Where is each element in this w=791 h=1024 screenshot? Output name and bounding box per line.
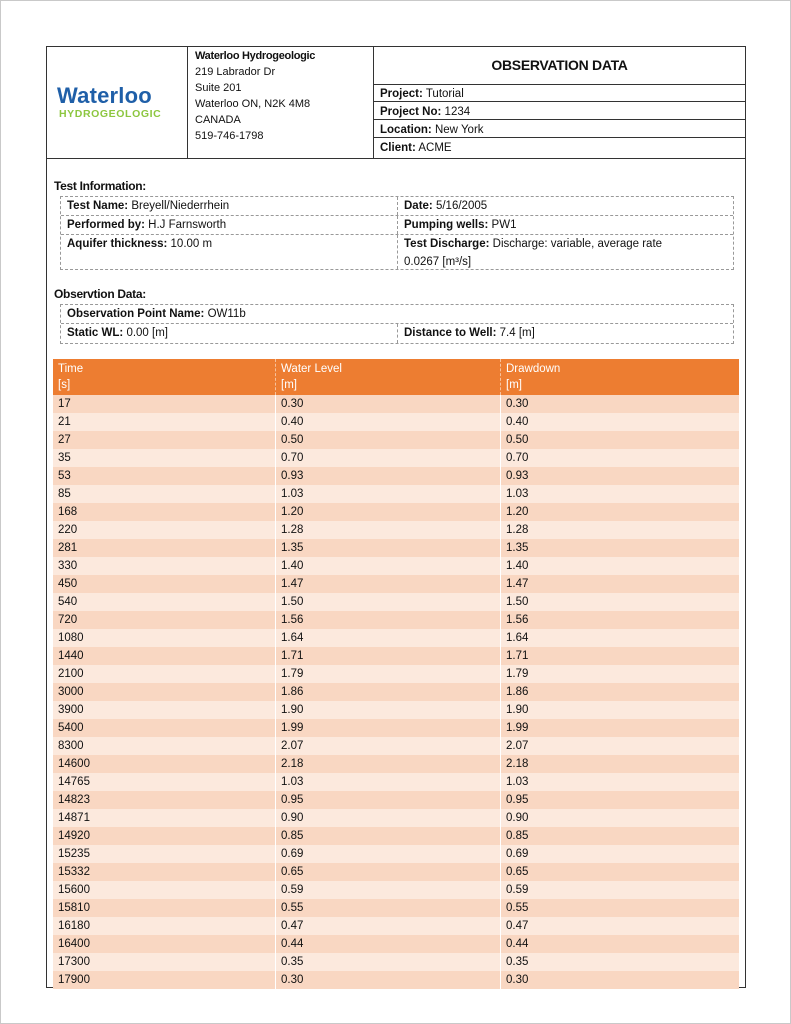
drawdown-cell: 1.50 (500, 593, 739, 611)
table-row (53, 431, 739, 449)
test-info-row (61, 235, 733, 269)
water-level-cell: 1.28 (275, 521, 500, 539)
point-name-cell (61, 305, 733, 323)
table-row (53, 971, 739, 989)
table-row (53, 863, 739, 881)
water-level-cell: 1.47 (275, 575, 500, 593)
company-address (188, 47, 374, 158)
wells-label: Pumping wells: (404, 219, 489, 231)
table-body (53, 395, 739, 989)
table-row (53, 827, 739, 845)
drawdown-cell: 0.30 (500, 971, 739, 989)
time-cell: 15810 (58, 902, 90, 914)
drawdown-cell: 1.56 (500, 611, 739, 629)
time-cell: 16180 (58, 920, 90, 932)
address-line: CANADA (195, 114, 241, 126)
table-row (53, 719, 739, 737)
document-title: OBSERVATION DATA (374, 47, 745, 85)
time-cell: 15600 (58, 884, 90, 896)
project-info (374, 47, 745, 158)
drawdown-cell: 0.90 (500, 809, 739, 827)
drawdown-cell: 1.71 (500, 647, 739, 665)
time-cell: 27 (58, 434, 71, 446)
time-cell: 53 (58, 470, 71, 482)
discharge-value: Discharge: variable, average rate (492, 238, 663, 250)
drawdown-cell: 0.59 (500, 881, 739, 899)
drawdown-cell: 1.40 (500, 557, 739, 575)
drawdown-header (500, 359, 560, 395)
drawdown-cell: 0.35 (500, 953, 739, 971)
table-row (53, 683, 739, 701)
discharge-label: Test Discharge: (404, 238, 490, 250)
water-level-cell: 1.64 (275, 629, 500, 647)
table-row (53, 413, 739, 431)
drawdown-cell: 1.03 (500, 773, 739, 791)
time-cell: 16400 (58, 938, 90, 950)
table-row (53, 953, 739, 971)
location-value: New York (434, 124, 484, 136)
distance-value: 7.4 [m] (499, 327, 535, 339)
table-row (53, 449, 739, 467)
aquifer-cell (61, 235, 398, 269)
table-row (53, 629, 739, 647)
time-cell: 540 (58, 596, 78, 608)
drawdown-cell: 2.18 (500, 755, 739, 773)
drawdown-cell: 0.95 (500, 791, 739, 809)
drawdown-header-name: Drawdown (506, 363, 561, 375)
project-row (374, 85, 745, 102)
water-level-cell: 2.18 (275, 755, 500, 773)
drawdown-cell: 1.28 (500, 521, 739, 539)
distance-label: Distance to Well: (404, 327, 497, 339)
water-level-cell: 0.93 (275, 467, 500, 485)
wells-cell (398, 216, 733, 234)
water-level-cell: 1.20 (275, 503, 500, 521)
observation-table (53, 359, 739, 989)
time-cell: 1440 (58, 650, 84, 662)
table-row (53, 791, 739, 809)
time-cell: 15332 (58, 866, 90, 878)
logo (47, 47, 188, 158)
time-cell: 281 (58, 542, 78, 554)
drawdown-cell: 1.20 (500, 503, 739, 521)
time-header-name: Time (58, 363, 84, 375)
performed-cell (61, 216, 398, 234)
table-row (53, 575, 739, 593)
table-row (53, 701, 739, 719)
time-cell: 14600 (58, 758, 90, 770)
water-level-cell: 0.55 (275, 899, 500, 917)
address-line: 219 Labrador Dr (195, 66, 276, 78)
water-level-cell: 2.07 (275, 737, 500, 755)
water-level-cell: 0.40 (275, 413, 500, 431)
obs-info-row (61, 305, 733, 324)
water-level-cell: 0.59 (275, 881, 500, 899)
time-cell: 330 (58, 560, 78, 572)
time-cell: 2100 (58, 668, 84, 680)
logo-wordmark: Waterloo (57, 83, 152, 108)
water-level-cell: 0.47 (275, 917, 500, 935)
table-row (53, 773, 739, 791)
obs-info-heading: Observtion Data: (54, 287, 146, 301)
water-level-cell: 0.90 (275, 809, 500, 827)
test-name-value: Breyell/Niederrhein (131, 200, 230, 212)
project-no-row (374, 103, 745, 120)
drawdown-cell: 0.69 (500, 845, 739, 863)
table-row (53, 485, 739, 503)
drawdown-cell: 0.65 (500, 863, 739, 881)
test-info-heading: Test Information: (54, 179, 147, 193)
drawdown-cell: 2.07 (500, 737, 739, 755)
table-row (53, 647, 739, 665)
table-row (53, 521, 739, 539)
water-level-cell: 1.03 (275, 773, 500, 791)
distance-cell (398, 324, 733, 342)
time-cell: 17900 (58, 974, 90, 986)
static-wl-label: Static WL: (67, 327, 124, 339)
water-level-cell: 0.65 (275, 863, 500, 881)
location-row (374, 121, 745, 138)
time-cell: 17 (58, 398, 71, 410)
date-label: Date: (404, 200, 433, 212)
water-level-header-unit: [m] (281, 379, 297, 391)
table-row (53, 899, 739, 917)
water-level-cell: 1.03 (275, 485, 500, 503)
time-cell: 1080 (58, 632, 84, 644)
water-level-cell: 0.44 (275, 935, 500, 953)
water-level-cell: 0.95 (275, 791, 500, 809)
date-cell (398, 197, 733, 215)
time-cell: 3000 (58, 686, 84, 698)
test-name-label: Test Name: (67, 200, 129, 212)
drawdown-cell: 1.64 (500, 629, 739, 647)
test-name-cell (61, 197, 398, 215)
project-no-value: 1234 (444, 106, 471, 118)
time-cell: 35 (58, 452, 71, 464)
table-row (53, 917, 739, 935)
time-cell: 5400 (58, 722, 84, 734)
time-cell: 14765 (58, 776, 90, 788)
water-level-cell: 1.50 (275, 593, 500, 611)
drawdown-cell: 1.86 (500, 683, 739, 701)
time-header-unit: [s] (58, 379, 71, 391)
water-level-cell: 1.56 (275, 611, 500, 629)
water-level-cell: 0.69 (275, 845, 500, 863)
drawdown-cell: 0.55 (500, 899, 739, 917)
time-cell: 85 (58, 488, 71, 500)
table-row (53, 539, 739, 557)
test-info-row (61, 216, 733, 235)
table-row (53, 593, 739, 611)
water-level-cell: 1.79 (275, 665, 500, 683)
time-cell: 14920 (58, 830, 90, 842)
time-cell: 14823 (58, 794, 90, 806)
client-label: Client: (380, 142, 416, 154)
time-cell: 21 (58, 416, 71, 428)
performed-value: H.J Farnsworth (148, 219, 227, 231)
water-level-header (275, 359, 342, 395)
table-row (53, 611, 739, 629)
time-cell: 450 (58, 578, 78, 590)
wells-value: PW1 (491, 219, 517, 231)
drawdown-cell: 0.85 (500, 827, 739, 845)
table-row (53, 809, 739, 827)
client-row (374, 139, 745, 156)
aquifer-label: Aquifer thickness: (67, 238, 168, 250)
drawdown-cell: 0.70 (500, 449, 739, 467)
drawdown-cell: 1.47 (500, 575, 739, 593)
discharge-rate: 0.0267 [m³/s] (404, 256, 472, 268)
drawdown-cell: 0.30 (500, 395, 739, 413)
obs-info-row (61, 324, 733, 343)
water-level-cell: 1.40 (275, 557, 500, 575)
table-row (53, 845, 739, 863)
table-row (53, 881, 739, 899)
drawdown-cell: 1.90 (500, 701, 739, 719)
table-row (53, 467, 739, 485)
table-header (53, 359, 739, 395)
drawdown-cell: 0.47 (500, 917, 739, 935)
drawdown-cell: 1.03 (500, 485, 739, 503)
time-cell: 3900 (58, 704, 84, 716)
date-value: 5/16/2005 (435, 200, 488, 212)
time-cell: 220 (58, 524, 78, 536)
document-page (46, 46, 746, 988)
project-value: Tutorial (425, 88, 464, 100)
water-level-cell: 1.71 (275, 647, 500, 665)
obs-info-table (60, 304, 734, 344)
drawdown-cell: 0.50 (500, 431, 739, 449)
table-row (53, 737, 739, 755)
discharge-cell (398, 235, 733, 271)
table-row (53, 557, 739, 575)
table-row (53, 395, 739, 413)
table-row (53, 755, 739, 773)
table-row (53, 503, 739, 521)
company-name: Waterloo Hydrogeologic (195, 50, 316, 62)
point-name-label: Observation Point Name: (67, 308, 205, 320)
client-value: ACME (418, 142, 452, 154)
drawdown-cell: 0.40 (500, 413, 739, 431)
drawdown-cell: 0.44 (500, 935, 739, 953)
water-level-cell: 0.50 (275, 431, 500, 449)
water-level-header-name: Water Level (281, 363, 342, 375)
water-level-cell: 0.35 (275, 953, 500, 971)
performed-label: Performed by: (67, 219, 145, 231)
address-line: Suite 201 (195, 82, 242, 94)
table-row (53, 665, 739, 683)
water-level-cell: 0.30 (275, 395, 500, 413)
address-line: Waterloo ON, N2K 4M8 (195, 98, 311, 110)
test-info-table (60, 196, 734, 270)
time-header (53, 361, 83, 393)
time-cell: 15235 (58, 848, 90, 860)
time-cell: 720 (58, 614, 78, 626)
water-level-cell: 0.70 (275, 449, 500, 467)
water-level-cell: 1.99 (275, 719, 500, 737)
location-label: Location: (380, 124, 432, 136)
drawdown-header-unit: [m] (506, 379, 522, 391)
point-name-value: OW11b (207, 308, 246, 320)
aquifer-value: 10.00 m (170, 238, 213, 250)
time-cell: 17300 (58, 956, 90, 968)
drawdown-cell: 1.99 (500, 719, 739, 737)
water-level-cell: 1.86 (275, 683, 500, 701)
header (47, 47, 745, 159)
static-wl-cell (61, 324, 398, 343)
drawdown-cell: 0.93 (500, 467, 739, 485)
time-cell: 168 (58, 506, 78, 518)
water-level-cell: 0.85 (275, 827, 500, 845)
drawdown-cell: 1.79 (500, 665, 739, 683)
table-row (53, 935, 739, 953)
project-no-label: Project No: (380, 106, 442, 118)
project-label: Project: (380, 88, 423, 100)
water-level-cell: 1.90 (275, 701, 500, 719)
water-level-cell: 1.35 (275, 539, 500, 557)
static-wl-value: 0.00 [m] (126, 327, 168, 339)
address-line: 519-746-1798 (195, 130, 264, 142)
water-level-cell: 0.30 (275, 971, 500, 989)
time-cell: 14871 (58, 812, 90, 824)
test-info-row (61, 197, 733, 216)
logo-subtitle: HYDROGEOLOGIC (59, 108, 162, 120)
drawdown-cell: 1.35 (500, 539, 739, 557)
time-cell: 8300 (58, 740, 84, 752)
